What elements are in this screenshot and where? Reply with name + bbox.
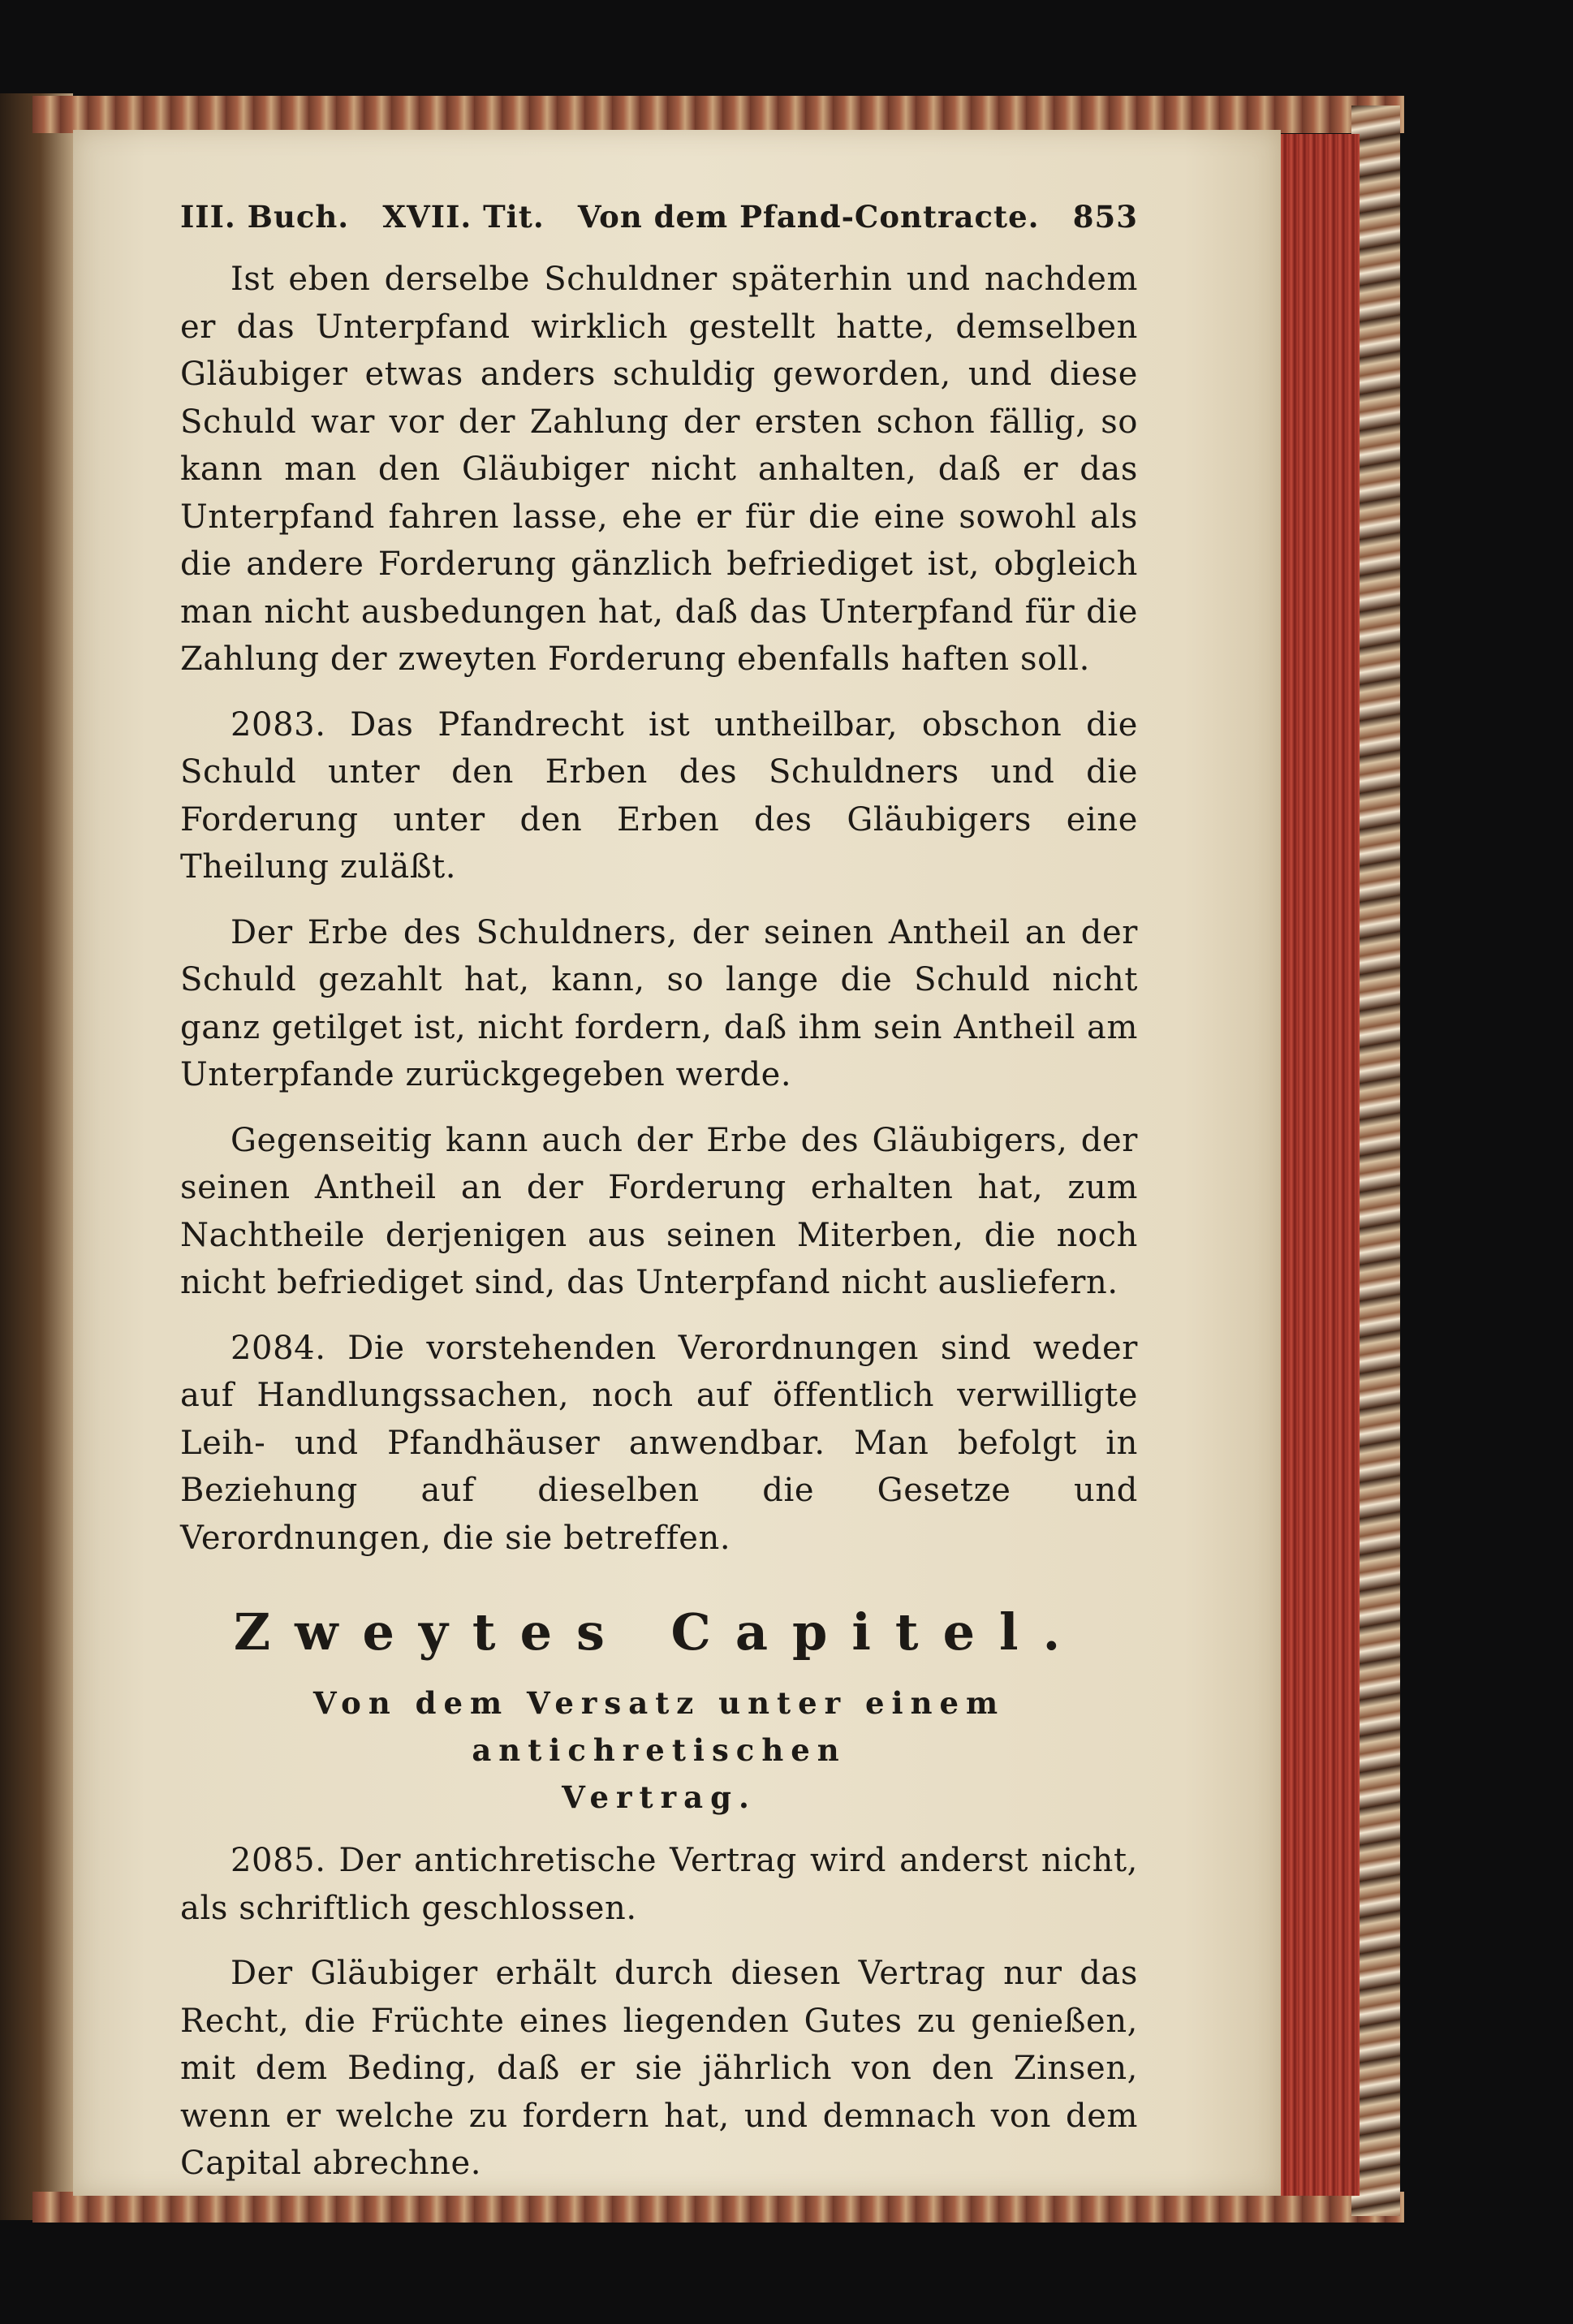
- book-bottom-edge: [32, 2192, 1404, 2223]
- paragraph-2084: 2084. Die vorstehenden Verordnungen sind weder auf Handlungssachen, noch auf öffentlich verwilligte Leih- und Pfandhäuser anwendbar. Man befolgt in Beziehung auf dieselben die Gesetze und Verordnungen, die sie betreffen.: [180, 1329, 1138, 1557]
- paragraph-2083-b: Der Erbe des Schuldners, der seinen Antheil an der Schuld gezahlt hat, kann, so lange die Schuld nicht ganz getilget ist, nicht fordern, daß ihm sein Antheil am Unterpfande zurückgegeben werde.: [180, 913, 1138, 1093]
- page-number: 853: [1072, 199, 1138, 235]
- header-section: Von dem Pfand-Contracte.: [577, 199, 1040, 235]
- red-page-edges: [1278, 134, 1360, 2196]
- header-title: XVII. Tit.: [382, 199, 545, 235]
- paragraph-1: Ist eben derselbe Schuldner späterhin und nachdem er das Unterpfand wirklich gestellt hatte, demselben Gläubiger etwas anders schuldig geworden, und diese Schuld war vor der Zahlung der ersten schon fällig, so kann man den Gläubiger nicht anhalten, daß er das Unterpfand fahren lasse, ehe er für die eine sowohl als die andere Forderung gänzlich befriediget ist, obgleich man nicht ausbedungen hat, daß das Unterpfand für die Zahlung der zweyten Forderung ebenfalls haften soll.: [180, 261, 1138, 678]
- paragraph-2085: 2085. Der antichretische Vertrag wird anderst nicht, als schriftlich geschlossen.: [180, 1842, 1138, 1927]
- header-book: III. Buch.: [180, 199, 350, 235]
- running-header: [180, 199, 1138, 256]
- paragraph-2083-c: Gegenseitig kann auch der Erbe des Gläubigers, der seinen Antheil an der Forderung erhalten hat, zum Nachtheile derjenigen aus seinen Miterben, die noch nicht befriediget sind, das Unterpfand nicht ausliefern.: [180, 1121, 1138, 1301]
- paragraph-2083: 2083. Das Pfandrecht ist untheilbar, obschon die Schuld unter den Erben des Schuldners und die Forderung unter den Erben des Gläubigers eine Theilung zuläßt.: [180, 705, 1138, 886]
- chapter-subtitle-line2: Vertrag.: [562, 1779, 756, 1815]
- book-top-edge: [32, 96, 1404, 133]
- page-content: [180, 199, 1138, 2188]
- book-binding-left: [0, 93, 73, 2220]
- paragraph-2085-b: Der Gläubiger erhält durch diesen Vertrag nur das Recht, die Früchte eines liegenden Gutes zu genießen, mit dem Beding, daß er sie jährlich von den Zinsen, wenn er welche zu fordern hat, und demnach von dem Capital abrechne.: [180, 1955, 1138, 2182]
- chapter-title: Zweytes Capitel.: [233, 1602, 1085, 1662]
- chapter-subtitle-line1: Von dem Versatz unter einem antichretischen: [312, 1685, 1006, 1768]
